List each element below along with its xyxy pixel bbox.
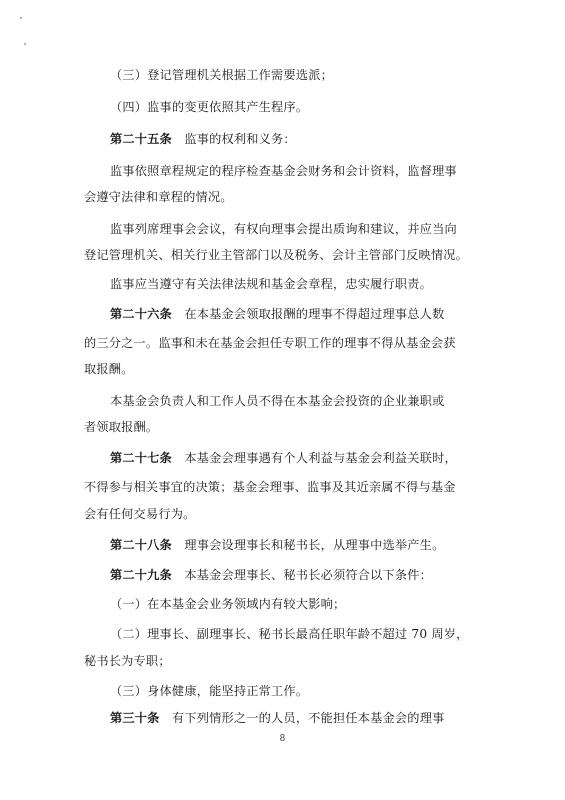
paragraph-line	[84, 335, 489, 351]
paragraph-line	[110, 221, 490, 237]
line-text: 者领取报酬。	[84, 420, 159, 434]
paragraph-line	[110, 450, 490, 466]
line-text: （三）登记管理机关根据工作需要选派；	[110, 68, 333, 82]
scan-speck	[24, 43, 26, 45]
paragraph-line	[110, 67, 490, 83]
paragraph-line	[110, 306, 490, 322]
article-heading: 第二十七条	[110, 451, 172, 465]
paragraph-line	[84, 653, 489, 669]
paragraph-line	[110, 710, 490, 726]
paragraph-line	[84, 506, 489, 522]
paragraph-line	[110, 276, 490, 292]
page-number: 8	[279, 734, 286, 744]
scan-speck	[20, 17, 22, 19]
paragraph-line	[84, 247, 489, 263]
line-text: 会遵守法律和章程的情况。	[84, 190, 233, 204]
line-text: （三）身体健康，能坚持正常工作。	[110, 684, 309, 698]
line-text: 本基金会理事遇有个人利益与基金会利益关联时，	[171, 451, 457, 465]
line-text: 监事的权利和义务：	[171, 132, 296, 146]
article-heading: 第二十五条	[110, 132, 172, 146]
article-heading: 第二十八条	[110, 538, 172, 552]
paragraph-line	[110, 683, 490, 699]
line-text: （一）在本基金会业务领域内有较大影响；	[110, 597, 346, 611]
line-text: 在本基金会领取报酬的理事不得超过理事总人数	[171, 307, 445, 321]
paragraph-line	[84, 479, 489, 495]
paragraph-line	[110, 393, 490, 409]
paragraph-line	[110, 626, 490, 642]
line-text: 监事依照章程规定的程序检查基金会财务和会计资料，监督理事	[110, 164, 457, 178]
line-text: 本基金会理事长、秘书长必须符合以下条件：	[171, 568, 433, 582]
paragraph-line	[110, 596, 490, 612]
line-text: 有下列情形之一的人员，不能担任本基金会的理事	[159, 711, 445, 725]
article-heading: 第二十九条	[110, 568, 172, 582]
line-text: 本基金会负责人和工作人员不得在本基金会投资的企业兼职或	[110, 394, 445, 408]
paragraph-line	[84, 189, 489, 205]
paragraph-line	[110, 131, 490, 147]
paragraph-line	[110, 567, 490, 583]
line-text: 理事会设理事长和秘书长，从理事中选举产生。	[171, 538, 445, 552]
line-text: 秘书长为专职；	[84, 654, 171, 668]
line-text: 不得参与相关事宜的决策；基金会理事、监事及其近亲属不得与基金	[84, 480, 456, 494]
paragraph-line	[84, 419, 489, 435]
line-text: （二）理事长、副理事长、秘书长最高任职年龄不超过 70 周岁，	[110, 627, 469, 641]
line-text: 监事应当遵守有关法律法规和基金会章程，忠实履行职责。	[110, 277, 433, 291]
paragraph-line	[110, 163, 490, 179]
line-text: 登记管理机关、相关行业主管部门以及税务、会计主管部门反映情况。	[84, 248, 469, 262]
article-heading: 第二十六条	[110, 307, 172, 321]
article-heading: 第三十条	[110, 711, 160, 725]
line-text: 取报酬。	[84, 362, 134, 376]
paragraph-line	[110, 537, 490, 553]
paragraph-line	[84, 361, 489, 377]
line-text: （四）监事的变更依照其产生程序。	[110, 100, 309, 114]
line-text: 会有任何交易行为。	[84, 507, 196, 521]
paragraph-line	[110, 99, 490, 115]
line-text: 的三分之一。监事和未在基金会担任专职工作的理事不得从基金会获	[84, 336, 456, 350]
line-text: 监事列席理事会会议，有权向理事会提出质询和建议，并应当向	[110, 222, 457, 236]
